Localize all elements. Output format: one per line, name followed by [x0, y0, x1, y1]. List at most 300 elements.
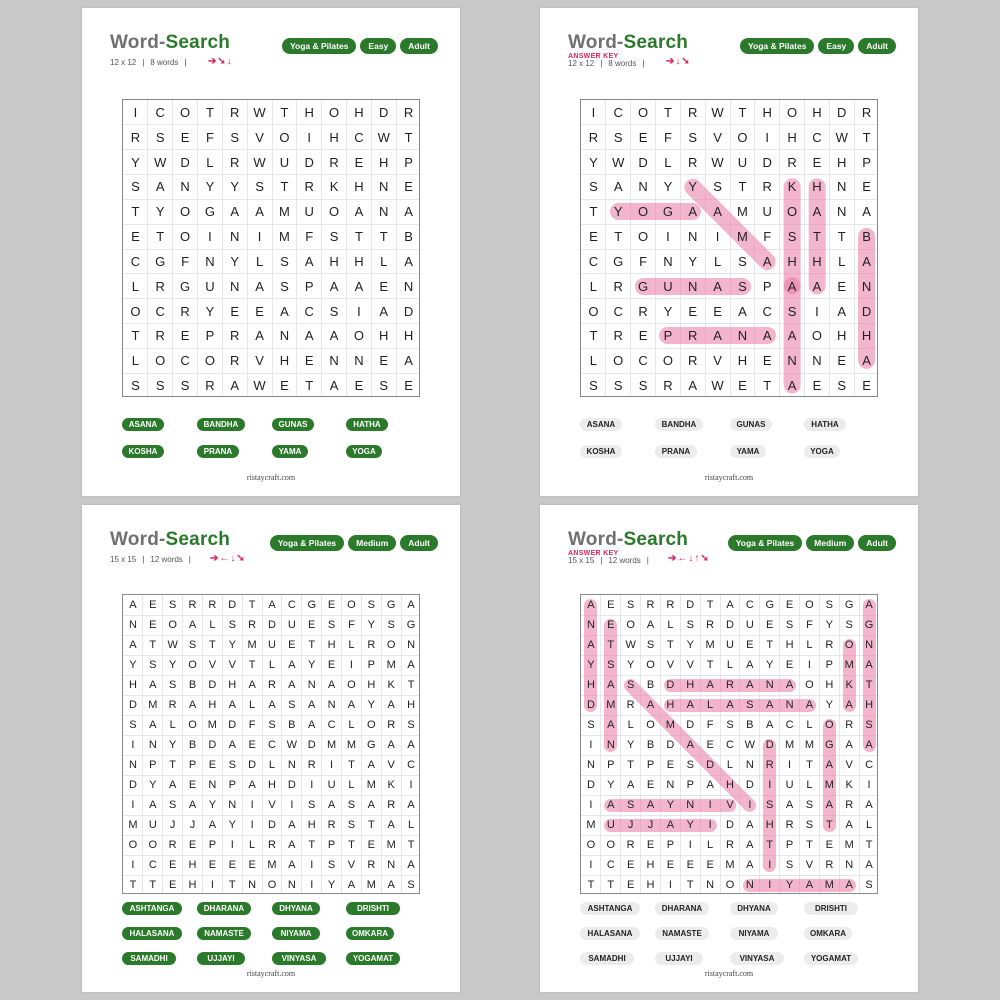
grid-cell: H	[228, 679, 237, 691]
grid-cell: D	[726, 819, 734, 831]
grid-cell: R	[613, 278, 623, 294]
word-list-item: KOSHA	[580, 445, 622, 458]
grid-cell: T	[837, 229, 846, 245]
grid-cell: M	[736, 204, 748, 220]
grid-cell: V	[845, 759, 853, 771]
grid-cell: E	[746, 639, 754, 651]
grid-cell: E	[131, 229, 140, 245]
grid-cell: B	[862, 229, 871, 245]
grid-cell: P	[304, 278, 314, 294]
grid-cell: M	[278, 204, 290, 220]
grid-cell: A	[404, 253, 413, 269]
direction-arrows: ➔←↓➘	[210, 553, 246, 564]
category-tag: Adult	[400, 38, 438, 54]
word-list-item: NAMASTE	[655, 927, 709, 940]
grid-cell: G	[638, 278, 649, 294]
grid-cell: Y	[131, 154, 140, 170]
grid-cell: R	[268, 839, 276, 851]
grid-cell: I	[765, 129, 770, 145]
grid-cell: C	[638, 353, 648, 369]
grid-cell: A	[587, 599, 595, 611]
grid-cell: D	[586, 699, 595, 711]
grid-cell: T	[205, 104, 214, 120]
grid-cell: N	[230, 229, 240, 245]
grid-cell: W	[711, 154, 724, 170]
grid-cell: A	[646, 699, 655, 711]
grid-cell: E	[288, 639, 296, 651]
grid-cell: Y	[228, 639, 236, 651]
grid-cell: M	[586, 819, 596, 831]
word-list-item: ASHTANGA	[580, 902, 640, 915]
grid-cell: C	[304, 303, 314, 319]
grid-cell: A	[785, 679, 794, 691]
grid-cell: S	[129, 719, 137, 731]
letter-grid	[122, 594, 420, 894]
grid-cell: O	[787, 204, 798, 220]
grid-cell: A	[387, 819, 395, 831]
grid-cell: Y	[686, 639, 694, 651]
grid-cell: M	[386, 839, 396, 851]
grid-cell: S	[837, 378, 847, 394]
grid-cell: A	[367, 799, 375, 811]
grid-cell: T	[149, 879, 157, 891]
grid-cell: E	[327, 599, 336, 611]
grid-cell: Y	[613, 204, 623, 220]
grid-cell: R	[845, 719, 854, 731]
grid-cell: E	[404, 179, 413, 195]
worksheet-page	[82, 505, 460, 992]
word-list-item: NIYAMA	[272, 927, 320, 940]
tag-group	[270, 535, 438, 551]
grid-cell: N	[812, 353, 822, 369]
page-title	[110, 529, 230, 551]
grid-cell: S	[327, 859, 336, 871]
grid-cell: I	[409, 779, 413, 791]
site-footer: ristaycraft.com	[704, 969, 754, 978]
grid-cell: L	[206, 154, 214, 170]
grid-cell: T	[825, 819, 833, 831]
grid-cell: G	[155, 253, 166, 269]
grid-cell: E	[304, 353, 314, 369]
grid-cell: V	[713, 129, 722, 145]
grid-cell: I	[867, 779, 871, 791]
grid-cell: P	[646, 759, 655, 771]
grid-cell: O	[367, 719, 376, 731]
grid-cell: B	[404, 229, 413, 245]
word-list-item: YAMA	[272, 445, 308, 458]
grid-cell: O	[626, 619, 635, 631]
grid-cell: I	[131, 859, 135, 871]
grid-cell: H	[686, 679, 695, 691]
grid-cell: A	[646, 799, 655, 811]
grid-cell: T	[228, 879, 236, 891]
grid-cell: N	[208, 779, 217, 791]
grid-cell: T	[407, 839, 415, 851]
category-tag: Medium	[806, 535, 854, 551]
grid-cell: O	[329, 204, 340, 220]
word-list-item: YOGAMAT	[804, 952, 858, 965]
grid-cell: U	[205, 278, 215, 294]
grid-cell: S	[131, 378, 140, 394]
grid-cell: S	[587, 719, 595, 731]
grid-cell: E	[168, 879, 177, 891]
grid-cell: A	[230, 204, 240, 220]
grid-cell: A	[407, 739, 415, 751]
grid-cell: M	[606, 699, 616, 711]
grid-cell: A	[865, 859, 873, 871]
grid-cell: F	[639, 253, 648, 269]
grid-cell: L	[838, 253, 846, 269]
grid-cell: S	[865, 719, 873, 731]
grid-cell: T	[407, 679, 415, 691]
grid-cell: N	[287, 759, 296, 771]
grid-cell: D	[861, 303, 872, 319]
grid-cell: E	[825, 839, 833, 851]
grid-cell: A	[762, 328, 772, 344]
grid-cell: L	[268, 659, 276, 671]
grid-cell: H	[787, 129, 797, 145]
title-search: Search	[165, 32, 231, 53]
grid-cell: T	[248, 659, 256, 671]
grid-cell: E	[149, 599, 157, 611]
grid-cell: D	[666, 739, 675, 751]
grid-cell: V	[686, 659, 694, 671]
answer-key-label: ANSWER KEY	[568, 550, 619, 557]
grid-cell: L	[348, 719, 355, 731]
grid-cell: R	[155, 328, 165, 344]
grid-cell: E	[686, 859, 694, 871]
grid-cell: V	[208, 659, 217, 671]
grid-cell: A	[706, 679, 714, 691]
grid-cell: R	[787, 154, 797, 170]
grid-cell: D	[228, 719, 237, 731]
grid-cell: T	[812, 229, 821, 245]
grid-cell: I	[768, 779, 772, 791]
category-tag: Easy	[818, 38, 854, 54]
grid-cell: T	[305, 378, 314, 394]
grid-cell: C	[606, 859, 615, 871]
grid-cell: N	[765, 679, 774, 691]
grid-cell: I	[788, 759, 792, 771]
grid-cell: Y	[205, 303, 215, 319]
grid-cell: O	[347, 679, 356, 691]
grid-cell: Y	[205, 179, 215, 195]
grid-cell: W	[253, 154, 266, 170]
grid-cell: I	[815, 303, 819, 319]
grid-cell: E	[785, 599, 794, 611]
grid-cell: A	[188, 699, 197, 711]
grid-cell: A	[746, 659, 754, 671]
grid-cell: S	[329, 229, 339, 245]
grid-cell: H	[367, 679, 376, 691]
grid-cell: P	[762, 278, 772, 294]
grid-cell: S	[387, 619, 395, 631]
grid-cell: Y	[785, 879, 794, 891]
grid-cell: K	[387, 679, 395, 691]
grid-cell: O	[130, 303, 141, 319]
grid-cell: Y	[168, 659, 177, 671]
grid-cell: A	[805, 699, 814, 711]
grid-cell: M	[346, 739, 357, 751]
grid-cell: O	[386, 639, 396, 651]
grid-cell: N	[686, 799, 695, 811]
grid-cell: R	[327, 819, 336, 831]
word-list-item: DRISHTI	[346, 902, 400, 915]
tag-group	[282, 38, 438, 54]
grid-cell: E	[248, 739, 256, 751]
page-title	[568, 32, 688, 54]
grid-cell: T	[589, 328, 598, 344]
grid-cell: S	[688, 129, 698, 145]
title-word: Word	[568, 529, 617, 550]
grid-cell: T	[763, 378, 772, 394]
grid-cell: A	[787, 278, 797, 294]
word-list-item: DHYANA	[730, 902, 778, 915]
worksheet-page	[540, 8, 918, 496]
grid-cell: A	[404, 353, 413, 369]
grid-cell: N	[148, 739, 157, 751]
site-footer: ristaycraft.com	[246, 969, 296, 978]
word-list-item: HATHA	[346, 418, 388, 431]
grid-cell: O	[646, 719, 655, 731]
grid-cell: R	[688, 353, 698, 369]
grid-cell: A	[280, 303, 289, 319]
grid-cell: A	[407, 659, 415, 671]
grid-cell: G	[765, 599, 774, 611]
grid-cell: A	[129, 599, 137, 611]
grid-cell: E	[367, 839, 375, 851]
grid-cell: A	[688, 378, 698, 394]
grid-cell: H	[586, 679, 595, 691]
grid-cell: H	[812, 253, 822, 269]
grid-cell: G	[386, 599, 396, 611]
grid-cell: A	[845, 879, 853, 891]
grid-cell: C	[155, 303, 165, 319]
grid-cell: T	[156, 229, 165, 245]
grid-cell: L	[169, 719, 176, 731]
grid-cell: T	[667, 639, 674, 651]
grid-cell: A	[304, 253, 314, 269]
grid-cell: A	[762, 253, 772, 269]
word-list-item: VINYASA	[730, 952, 784, 965]
grid-cell: Y	[663, 179, 673, 195]
grid-cell: A	[288, 679, 296, 691]
grid-cell: W	[154, 154, 167, 170]
grid-cell: R	[762, 179, 772, 195]
grid-cell: N	[663, 253, 673, 269]
grid-cell: Y	[308, 659, 316, 671]
grid-cell: O	[180, 204, 191, 220]
word-list-item: UJJAYI	[197, 952, 245, 965]
letter-grid	[580, 99, 878, 397]
grid-cell: K	[387, 779, 395, 791]
grid-cell: C	[762, 303, 772, 319]
grid-cell: R	[765, 759, 774, 771]
grid-cell: T	[686, 879, 694, 891]
grid-cell: L	[348, 779, 355, 791]
grid-cell: A	[726, 599, 734, 611]
grid-cell: M	[247, 639, 257, 651]
grid-cell: Y	[663, 303, 673, 319]
grid-cell: E	[785, 659, 794, 671]
grid-cell: P	[663, 328, 673, 344]
grid-cell: M	[665, 719, 675, 731]
grid-cell: E	[837, 278, 847, 294]
grid-cell: I	[307, 129, 312, 145]
grid-cell: J	[169, 819, 176, 831]
grid-cell: L	[713, 253, 722, 269]
grid-cell: E	[626, 879, 635, 891]
grid-cell: M	[844, 659, 854, 671]
grid-cell: M	[725, 859, 735, 871]
category-tag: Yoga & Pilates	[728, 535, 802, 551]
grid-cell: S	[367, 599, 375, 611]
grid-cell: O	[204, 353, 215, 369]
page-title	[568, 529, 688, 551]
grid-cell: Y	[327, 879, 336, 891]
grid-cell: B	[646, 679, 655, 691]
grid-cell: L	[806, 719, 813, 731]
grid-cell: R	[613, 328, 623, 344]
grid-cell: E	[666, 759, 675, 771]
grid-cell: M	[736, 229, 748, 245]
grid-cell: A	[288, 819, 296, 831]
grid-cell: H	[865, 699, 874, 711]
title-search: Search	[623, 529, 689, 550]
grid-cell: S	[865, 879, 873, 891]
grid-cell: R	[638, 303, 648, 319]
grid-cell: P	[367, 659, 375, 671]
word-list-item: PRANA	[197, 445, 239, 458]
grid-cell: V	[255, 353, 264, 369]
grid-cell: E	[354, 154, 364, 170]
grid-cell: V	[805, 859, 814, 871]
grid-cell: L	[726, 759, 734, 771]
word-list-item: DHYANA	[272, 902, 320, 915]
category-tag: Easy	[360, 38, 396, 54]
grid-cell: O	[646, 659, 655, 671]
grid-cell: L	[865, 819, 873, 831]
grid-cell: M	[207, 719, 217, 731]
grid-cell: N	[837, 179, 847, 195]
word-list-item: VINYASA	[272, 952, 326, 965]
grid-cell: M	[804, 739, 815, 751]
grid-cell: R	[155, 278, 165, 294]
grid-cell: F	[706, 719, 714, 731]
grid-cell: T	[308, 839, 316, 851]
grid-cell: I	[310, 779, 314, 791]
grid-cell: L	[806, 639, 813, 651]
grid-cell: T	[706, 659, 714, 671]
grid-cell: A	[379, 303, 389, 319]
grid-cell: W	[253, 378, 266, 394]
grid-cell: Y	[208, 799, 217, 811]
grid-cell: H	[188, 859, 197, 871]
grid-cell: A	[787, 378, 797, 394]
grid-cell: S	[280, 253, 289, 269]
grid-cell: S	[726, 719, 734, 731]
grid-cell: H	[812, 179, 822, 195]
meta-separator: |	[600, 59, 603, 68]
grid-cell: E	[646, 779, 655, 791]
grid-cell: H	[762, 104, 772, 120]
grid-cell: N	[666, 779, 675, 791]
grid-cell: R	[230, 154, 240, 170]
grid-cell: I	[208, 229, 212, 245]
grid-cell: L	[131, 353, 140, 369]
grid-cell: T	[131, 204, 140, 220]
tag-group	[728, 535, 896, 551]
grid-cell: E	[180, 129, 190, 145]
grid-cell: D	[726, 619, 734, 631]
grid-cell: S	[168, 799, 177, 811]
grid-cell: A	[347, 699, 356, 711]
grid-cell: H	[726, 779, 734, 791]
grid-cell: T	[806, 759, 813, 771]
word-list-item: BANDHA	[655, 418, 703, 431]
grid-cell: O	[329, 104, 340, 120]
grid-cell: Y	[230, 179, 240, 195]
grid-cell: O	[725, 879, 735, 891]
worksheet-page	[540, 505, 918, 992]
grid-cell: A	[228, 699, 236, 711]
grid-cell: D	[287, 779, 296, 791]
grid-cell: O	[811, 328, 822, 344]
grid-cell: D	[638, 154, 648, 170]
grid-cell: G	[180, 278, 191, 294]
grid-cell: E	[255, 303, 264, 319]
grid-cell: S	[738, 253, 747, 269]
grid-cell: S	[626, 799, 635, 811]
word-list-item: HALASANA	[122, 927, 182, 940]
grid-cell: A	[308, 699, 316, 711]
page-title	[110, 32, 230, 54]
title-dash: -	[617, 32, 624, 53]
grid-cell: I	[330, 759, 334, 771]
meta-separator: |	[184, 58, 187, 67]
grid-cell: P	[862, 154, 871, 170]
grid-cell: A	[329, 328, 339, 344]
grid-cell: T	[663, 104, 672, 120]
grid-cell: R	[666, 599, 675, 611]
grid-cell: L	[268, 759, 276, 771]
grid-cell: P	[785, 839, 794, 851]
category-tag: Adult	[858, 38, 896, 54]
grid-cell: A	[646, 619, 655, 631]
grid-cell: N	[845, 859, 854, 871]
grid-cell: Y	[825, 619, 833, 631]
grid-cell: E	[180, 328, 190, 344]
grid-cell: O	[353, 328, 364, 344]
grid-cell: A	[837, 303, 847, 319]
meta-separator: |	[188, 555, 191, 564]
grid-cell: A	[688, 204, 698, 220]
grid-cell: E	[862, 378, 871, 394]
grid-cell: Y	[367, 699, 375, 711]
grid-cell: E	[713, 303, 722, 319]
grid-cell: T	[607, 879, 615, 891]
title-search: Search	[623, 32, 689, 53]
grid-cell: C	[745, 599, 754, 611]
grid-cell: I	[666, 229, 670, 245]
grid-cell: E	[208, 759, 217, 771]
grid-cell: E	[308, 619, 316, 631]
word-list-item: GUNAS	[272, 418, 314, 431]
grid-cell: S	[347, 799, 356, 811]
grid-cell: A	[387, 879, 395, 891]
grid-cell: H	[327, 639, 336, 651]
grid-cell: I	[349, 659, 353, 671]
